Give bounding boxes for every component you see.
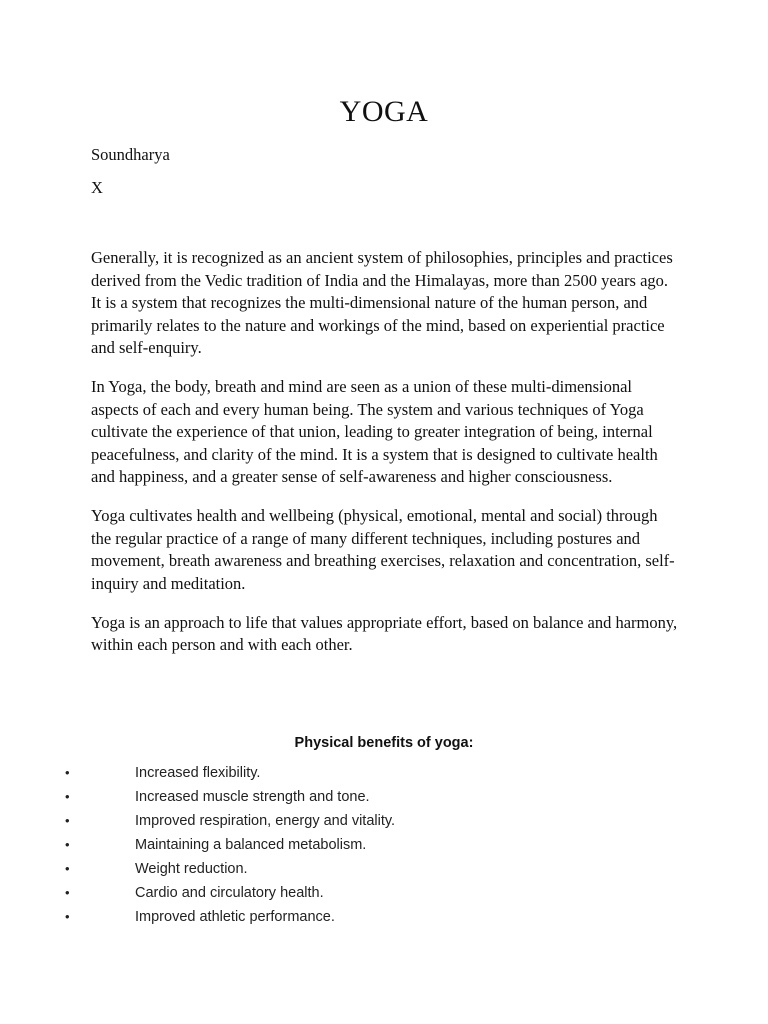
- bullet-icon: •: [65, 837, 70, 852]
- bullet-icon: •: [65, 909, 70, 924]
- bullet-icon: •: [65, 789, 70, 804]
- list-item-text: Weight reduction.: [135, 861, 248, 877]
- list-item: [0, 810, 768, 834]
- list-item-text: Improved athletic performance.: [135, 909, 335, 925]
- list-item-text: Increased flexibility.: [135, 765, 261, 781]
- document-title: YOGA: [339, 95, 429, 128]
- body-text: [91, 247, 681, 673]
- list-item-text: Increased muscle strength and tone.: [135, 789, 370, 805]
- paragraph: Yoga is an approach to life that values appropriate effort, based on balance and harmony, within each person and with each other.: [91, 612, 678, 654]
- list-item-text: Improved respiration, energy and vitality.: [135, 813, 396, 829]
- author-name: Soundharya: [91, 145, 170, 164]
- list-item: [0, 858, 768, 882]
- bullet-icon: •: [65, 885, 70, 900]
- list-item-text: Cardio and circulatory health.: [135, 885, 324, 901]
- bullet-icon: •: [65, 861, 70, 876]
- paragraph: In Yoga, the body, breath and mind are seen as a union of these multi-dimensional aspects of each and every human being. The system and various techniques of Yoga cultivate the experience of that union, leading to greater integration of being, internal peacefulness, and clarity of the mind. It is a system that is designed to cultivate health and happiness, and a greater sense of self-awareness and higher consciousness.: [91, 377, 658, 486]
- list-item-text: Maintaining a balanced metabolism.: [135, 837, 367, 853]
- benefits-list: [0, 762, 768, 930]
- list-item: [0, 882, 768, 906]
- list-item: [0, 786, 768, 810]
- list-item: [0, 906, 768, 930]
- paragraph: Generally, it is recognized as an ancient system of philosophies, principles and practices derived from the Vedic tradition of India and the Himalayas, more than 2500 years ago. It is a system that recognizes the multi-dimensional nature of the human person, and primarily relates to the nature and workings of the mind, based on experiential practice and self-enquiry.: [91, 248, 673, 357]
- bullet-icon: •: [65, 765, 70, 780]
- list-item: [0, 834, 768, 858]
- bullet-icon: •: [65, 813, 70, 828]
- paragraph: Yoga cultivates health and wellbeing (physical, emotional, mental and social) through the regular practice of a range of many different techniques, including postures and movement, breath awareness and breathing exercises, relaxation and concentration, self-inquiry and meditation.: [91, 506, 675, 593]
- benefits-heading: Physical benefits of yoga:: [294, 735, 474, 751]
- list-item: [0, 762, 768, 786]
- class-mark: X: [91, 178, 103, 197]
